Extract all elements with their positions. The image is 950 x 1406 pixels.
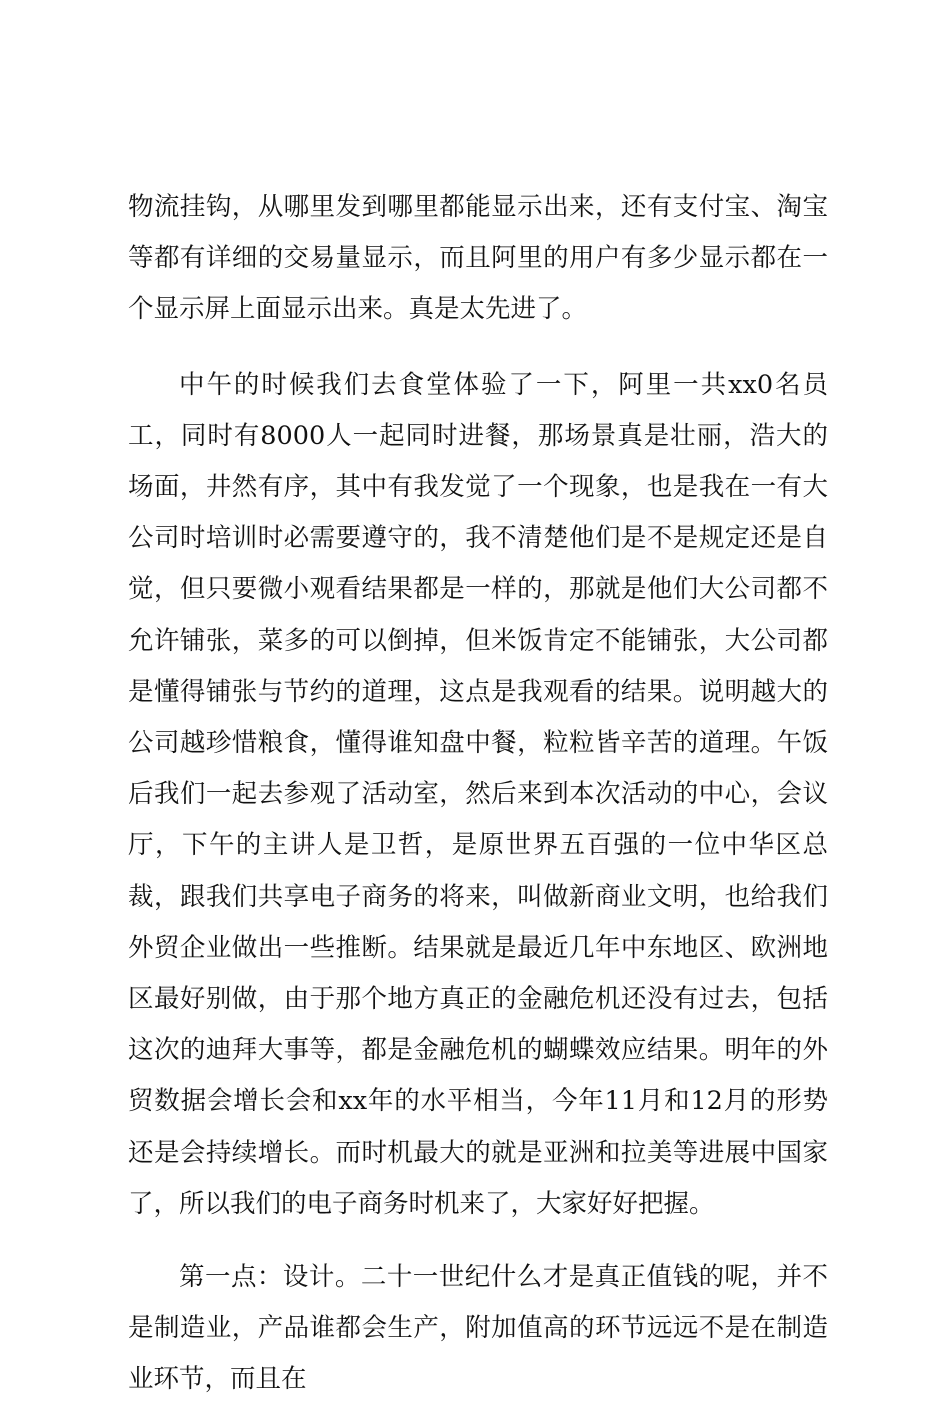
- document-body: [128, 182, 828, 1406]
- paragraph-3: 第一点：设计。二十一世纪什么才是真正值钱的呢，并不是制造业，产品谁都会生产，附加值高的环节远远不是在制造业环节，而且在: [128, 1262, 828, 1395]
- paragraph-2: 中午的时候我们去食堂体验了一下，阿里一共xx0名员工，同时有8000人一起同时进餐，那场景真是壮丽，浩大的场面，井然有序，其中有我发觉了一个现象，也是我在一有大公司时培训时必需要遵守的，我不清楚他们是不是规定还是自觉，但只要微小观看结果都是一样的，那就是他们大公司都不允许铺张，菜多的可以倒掉，但米饭肯定不能铺张，大公司都是懂得铺张与节约的道理，这点是我观看的结果。说明越大的公司越珍惜粮食，懂得谁知盘中餐，粒粒皆辛苦的道理。午饭后我们一起去参观了活动室，然后来到本次活动的中心，会议厅，下午的主讲人是卫哲，是原世界五百强的一位中华区总裁，跟我们共享电子商务的将来，叫做新商业文明，也给我们外贸企业做出一些推断。结果就是最近几年中东地区、欧洲地区最好别做，由于那个地方真正的金融危机还没有过去，包括这次的迪拜大事等，都是金融危机的蝴蝶效应结果。明年的外贸数据会增长会和xx年的水平相当，今年11月和12月的形势还是会持续增长。而时机最大的就是亚洲和拉美等进展中国家了，所以我们的电子商务时机来了，大家好好把握。: [128, 369, 828, 1219]
- paragraph-gap: [128, 336, 828, 360]
- paragraph-1: 物流挂钩，从哪里发到哪里都能显示出来，还有支付宝、淘宝等都有详细的交易量显示，而且阿里的用户有多少显示都在一个显示屏上面显示出来。真是太先进了。: [128, 192, 828, 325]
- paragraph-gap: [128, 1230, 828, 1252]
